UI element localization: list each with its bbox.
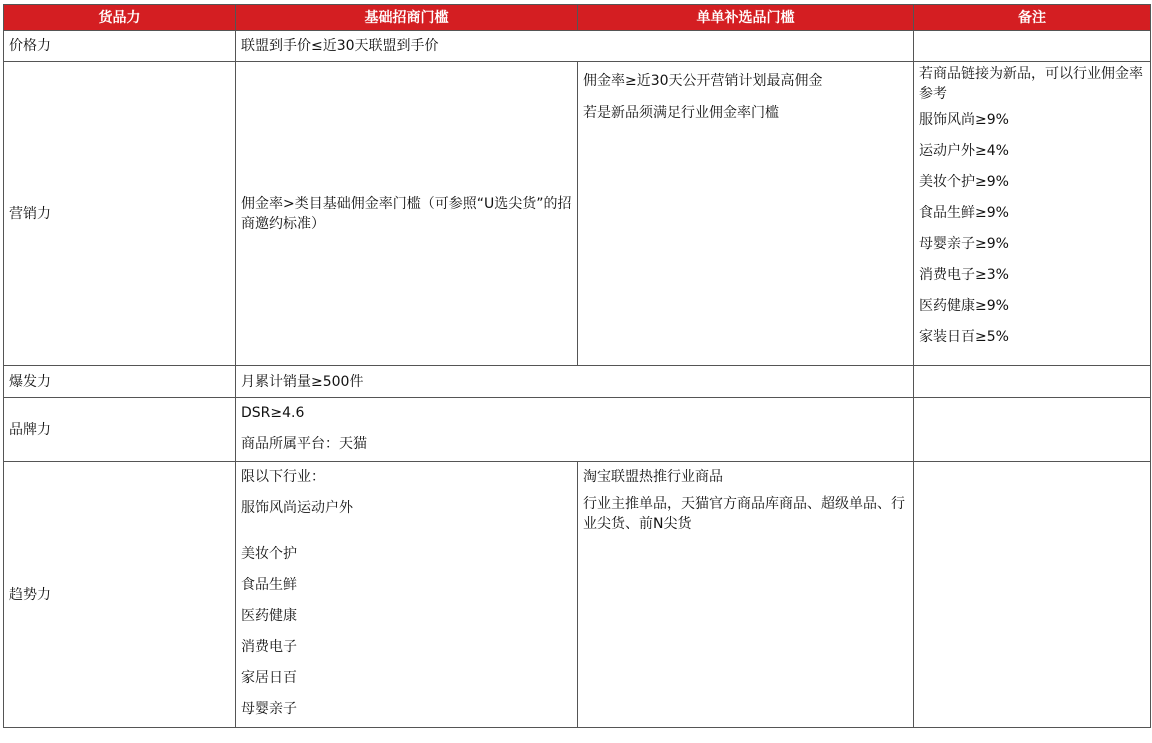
row-marketing bbox=[4, 62, 1151, 366]
marketing-note-intro: 若商品链接为新品，可以行业佣金率参考 bbox=[919, 66, 1143, 102]
trend-basic bbox=[236, 462, 578, 728]
row-label-brand: 品牌力 bbox=[4, 398, 236, 462]
burst-basic: 月累计销量≥500件 bbox=[236, 366, 914, 398]
note-item: 美妆个护≥9% bbox=[919, 174, 1009, 190]
burst-note bbox=[914, 366, 1151, 398]
criteria-table bbox=[3, 4, 1151, 728]
trend-industry-item: 消费电子 bbox=[241, 639, 297, 655]
trend-industry-item: 服饰风尚运动户外 bbox=[241, 500, 353, 516]
trend-basic-intro: 限以下行业： bbox=[241, 469, 325, 485]
row-trend bbox=[4, 462, 1151, 728]
note-item: 运动户外≥4% bbox=[919, 143, 1009, 159]
note-item: 母婴亲子≥9% bbox=[919, 236, 1009, 252]
header-select-threshold: 单单补选品门槛 bbox=[578, 5, 914, 31]
brand-line: DSR≥4.6 bbox=[241, 405, 305, 421]
trend-select-line: 行业主推单品，天猫官方商品库商品、超级单品、行业尖货、前N尖货 bbox=[583, 496, 905, 532]
trend-industry-item: 医药健康 bbox=[241, 608, 297, 624]
row-label-price: 价格力 bbox=[4, 31, 236, 62]
price-note bbox=[914, 31, 1151, 62]
note-item: 消费电子≥3% bbox=[919, 267, 1009, 283]
brand-line: 商品所属平台：天猫 bbox=[241, 436, 367, 452]
trend-select-line: 淘宝联盟热推行业商品 bbox=[583, 469, 723, 485]
marketing-select-line: 佣金率≥近30天公开营销计划最高佣金 bbox=[583, 73, 823, 89]
note-item: 食品生鲜≥9% bbox=[919, 205, 1009, 221]
brand-note bbox=[914, 398, 1151, 462]
header-row bbox=[4, 5, 1151, 31]
marketing-note bbox=[914, 62, 1151, 366]
row-label-trend: 趋势力 bbox=[4, 462, 236, 728]
row-label-marketing: 营销力 bbox=[4, 62, 236, 366]
row-label-burst: 爆发力 bbox=[4, 366, 236, 398]
trend-industry-item: 美妆个护 bbox=[241, 546, 297, 562]
note-item: 医药健康≥9% bbox=[919, 298, 1009, 314]
marketing-select-line: 若是新品须满足行业佣金率门槛 bbox=[583, 105, 779, 121]
row-price bbox=[4, 31, 1151, 62]
trend-industry-item: 家居日百 bbox=[241, 670, 297, 686]
price-basic: 联盟到手价≤近30天联盟到手价 bbox=[236, 31, 914, 62]
row-brand bbox=[4, 398, 1151, 462]
marketing-select bbox=[578, 62, 914, 366]
header-goods-power: 货品力 bbox=[4, 5, 236, 31]
note-item: 服饰风尚≥9% bbox=[919, 112, 1009, 128]
row-burst bbox=[4, 366, 1151, 398]
header-basic-threshold: 基础招商门槛 bbox=[236, 5, 578, 31]
brand-basic bbox=[236, 398, 914, 462]
trend-note bbox=[914, 462, 1151, 728]
trend-industry-item: 母婴亲子 bbox=[241, 701, 297, 717]
header-notes: 备注 bbox=[914, 5, 1151, 31]
trend-industry-item: 食品生鲜 bbox=[241, 577, 297, 593]
marketing-basic: 佣金率>类目基础佣金率门槛（可参照“U选尖货”的招商邀约标准） bbox=[236, 62, 578, 366]
trend-select bbox=[578, 462, 914, 728]
note-item: 家装日百≥5% bbox=[919, 329, 1009, 345]
